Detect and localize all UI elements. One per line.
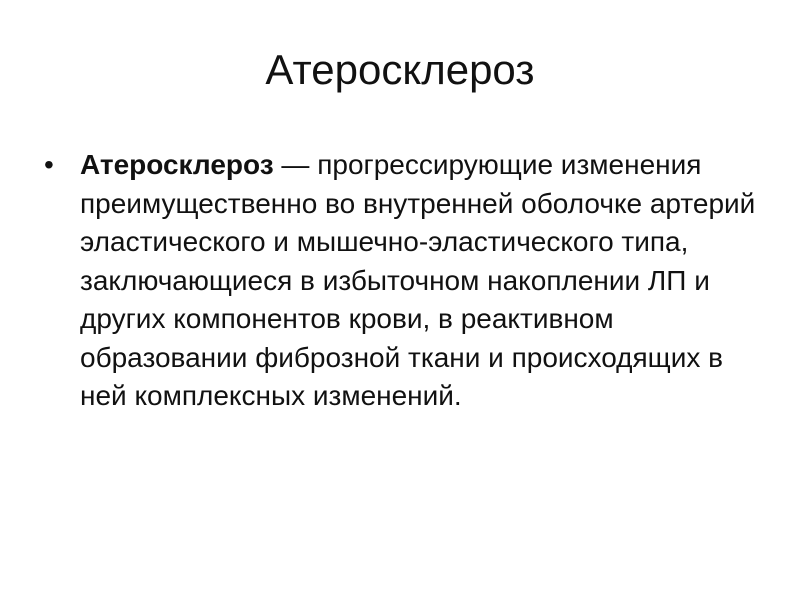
bullet-marker: • [44, 149, 54, 180]
bullet-term: Атеросклероз [80, 149, 274, 180]
bullet-definition: — прогрессирующие изменения преимущественно во внутренней оболочке артерий эластического и мышечно-эластического типа, заключающиеся в избыточном накоплении ЛП и других компонентов крови, в реактивном образовании фиброзной ткани и происходящих в ней комплексных изменений. [80, 149, 756, 411]
bullet-item [44, 146, 774, 416]
slide-title: Атеросклероз [265, 46, 535, 93]
bullet-list [44, 146, 774, 416]
